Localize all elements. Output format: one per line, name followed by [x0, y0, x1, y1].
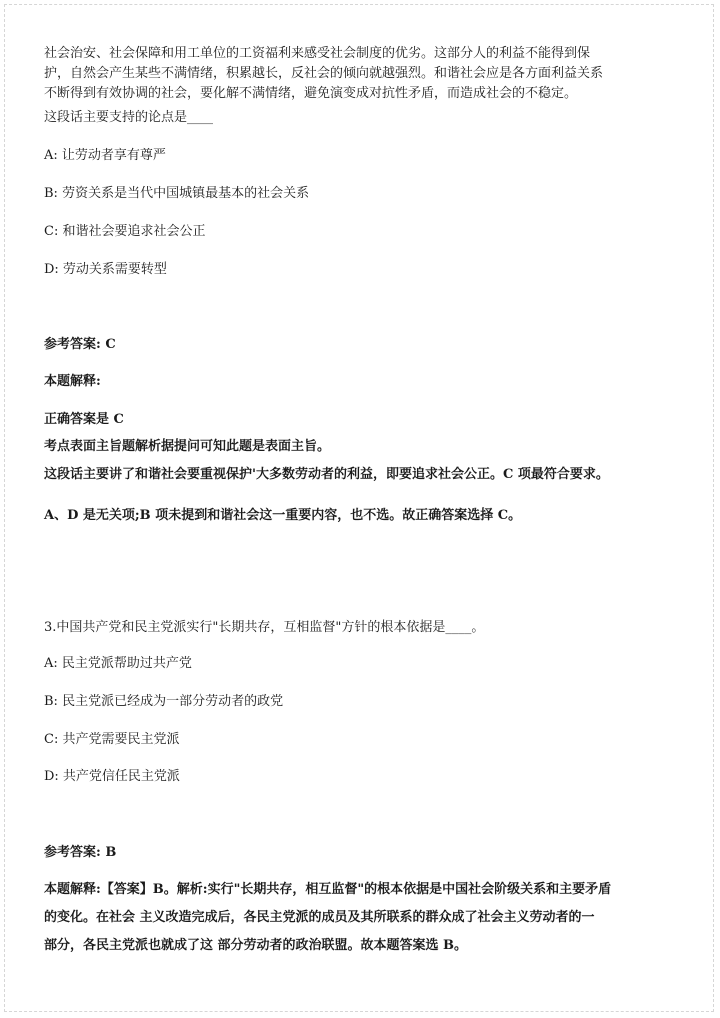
explanation-line: 本题解释:【答案】B。解析:实行"长期共存，相互监督"的根本依据是中国社会阶级关系和主要矛盾 — [44, 882, 612, 897]
explanation-line: 考点表面主旨题解析据提问可知此题是表面主旨。 — [44, 439, 331, 454]
option-d: D: 共产党信任民主党派 — [44, 769, 180, 784]
option-c: C: 共产党需要民主党派 — [44, 732, 180, 747]
option-b: B: 民主党派已经成为一部分劳动者的政党 — [44, 694, 284, 709]
option-b: B: 劳资关系是当代中国城镇最基本的社会关系 — [44, 186, 310, 201]
option-a: A: 让劳动者享有尊严 — [44, 148, 166, 163]
explanation-line: 这段话主要讲了和谐社会要重视保护'大多数劳动者的利益，即要追求社会公正。C 项最符合要求。 — [44, 467, 609, 482]
explanation-heading: 本题解释: — [44, 374, 101, 389]
explanation-line: 部分，各民主党派也就成了这 部分劳动者的政治联盟。故本题答案选 B。 — [44, 938, 468, 953]
reference-answer: 参考答案: C — [44, 337, 116, 352]
passage-line: 社会治安、社会保障和用工单位的工资福利来感受社会制度的优劣。这部分人的利益不能得到保 — [44, 46, 591, 61]
explanation-line: 正确答案是 C — [44, 412, 124, 427]
option-d: D: 劳动关系需要转型 — [44, 262, 167, 277]
reference-answer: 参考答案: B — [44, 845, 117, 860]
passage-line: 不断得到有效协调的社会，要化解不满情绪，避免演变成对抗性矛盾，而造成社会的不稳定。 — [44, 86, 578, 101]
explanation-line: A、D 是无关项;B 项未提到和谐社会这一重要内容，也不选。故正确答案选择 C。 — [44, 508, 522, 523]
option-c: C: 和谐社会要追求社会公正 — [44, 224, 206, 239]
option-a: A: 民主党派帮助过共产党 — [44, 656, 192, 671]
question-prompt: 3.中国共产党和民主党派实行"长期共存，互相监督"方针的根本依据是____。 — [44, 620, 485, 635]
question-prompt: 这段话主要支持的论点是____ — [44, 110, 214, 125]
passage-line: 护，自然会产生某些不满情绪，积累越长，反社会的倾向就越强烈。和谐社会应是各方面利益关系 — [44, 66, 604, 81]
explanation-line: 的变化。在社会 主义改造完成后，各民主党派的成员及其所联系的群众成了社会主义劳动者的一 — [44, 910, 595, 925]
